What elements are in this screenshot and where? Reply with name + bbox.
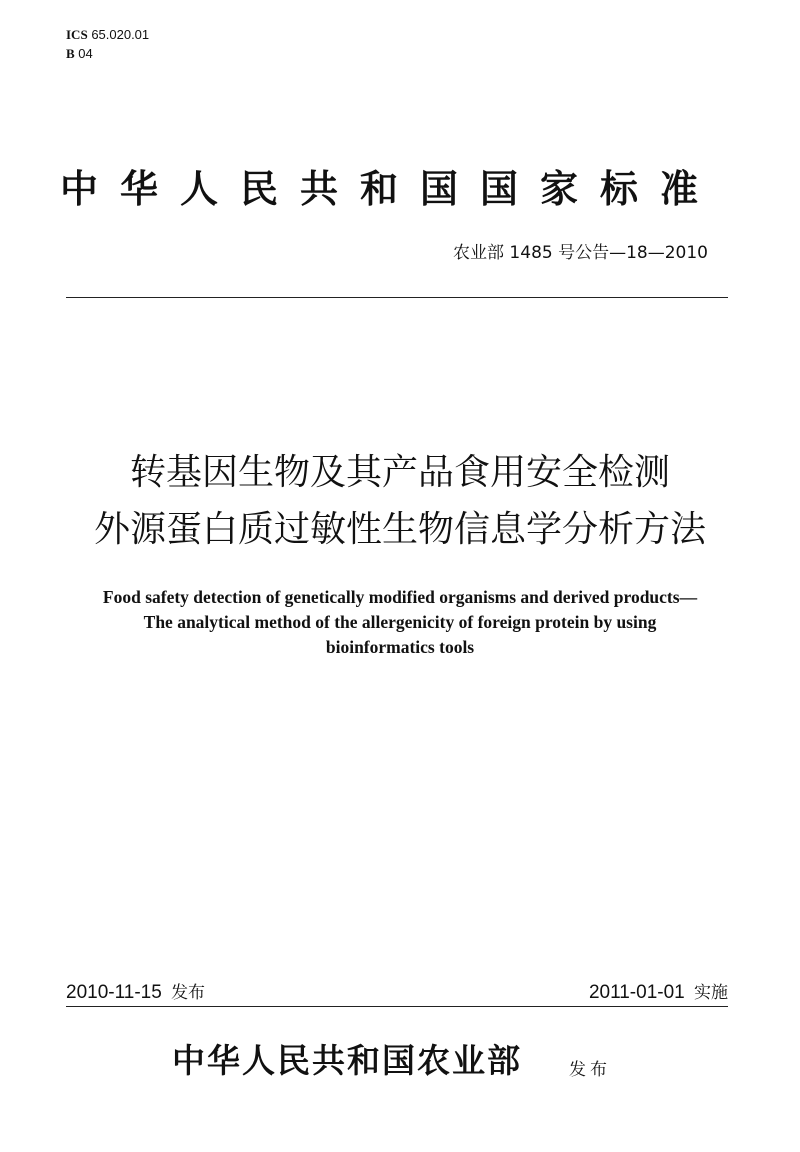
national-standard-heading: 中华人民共和国国家标准 <box>60 167 721 211</box>
class-code: 04 <box>78 46 93 61</box>
top-divider <box>66 297 728 298</box>
issuer-action: 发布 <box>569 1060 611 1080</box>
english-title-line-1: Food safety detection of genetically modified organisms and derived products— <box>102 587 698 607</box>
effective-label: 实施 <box>694 983 728 1003</box>
chinese-title-line-2: 外源蛋白质过敏性生物信息学分析方法 <box>93 509 706 550</box>
english-title-line-2: The analytical method of the allergenicity of foreign protein by using <box>143 612 657 632</box>
effective-date <box>589 978 728 1004</box>
english-title-line-3: bioinformatics tools <box>325 637 475 657</box>
effective-date-value: 2011-01-01 <box>588 982 685 1003</box>
ics-code: 65.020.01 <box>91 27 150 42</box>
ics-line <box>66 25 149 44</box>
english-title <box>0 585 800 660</box>
issue-date <box>66 978 205 1004</box>
class-line <box>66 44 149 63</box>
issue-label: 发布 <box>171 983 206 1003</box>
issuing-authority: 中华人民共和国农业部 <box>172 1041 522 1080</box>
standard-number: 农业部 1485 号公告—18—2010 <box>453 243 708 263</box>
issue-date-value: 2010-11-15 <box>66 982 162 1003</box>
chinese-title-line-1: 转基因生物及其产品食用安全检测 <box>129 452 670 493</box>
ics-label: ICS <box>66 27 88 42</box>
class-label: B <box>66 46 75 61</box>
bottom-divider <box>66 1006 728 1007</box>
classification-codes <box>66 25 149 63</box>
